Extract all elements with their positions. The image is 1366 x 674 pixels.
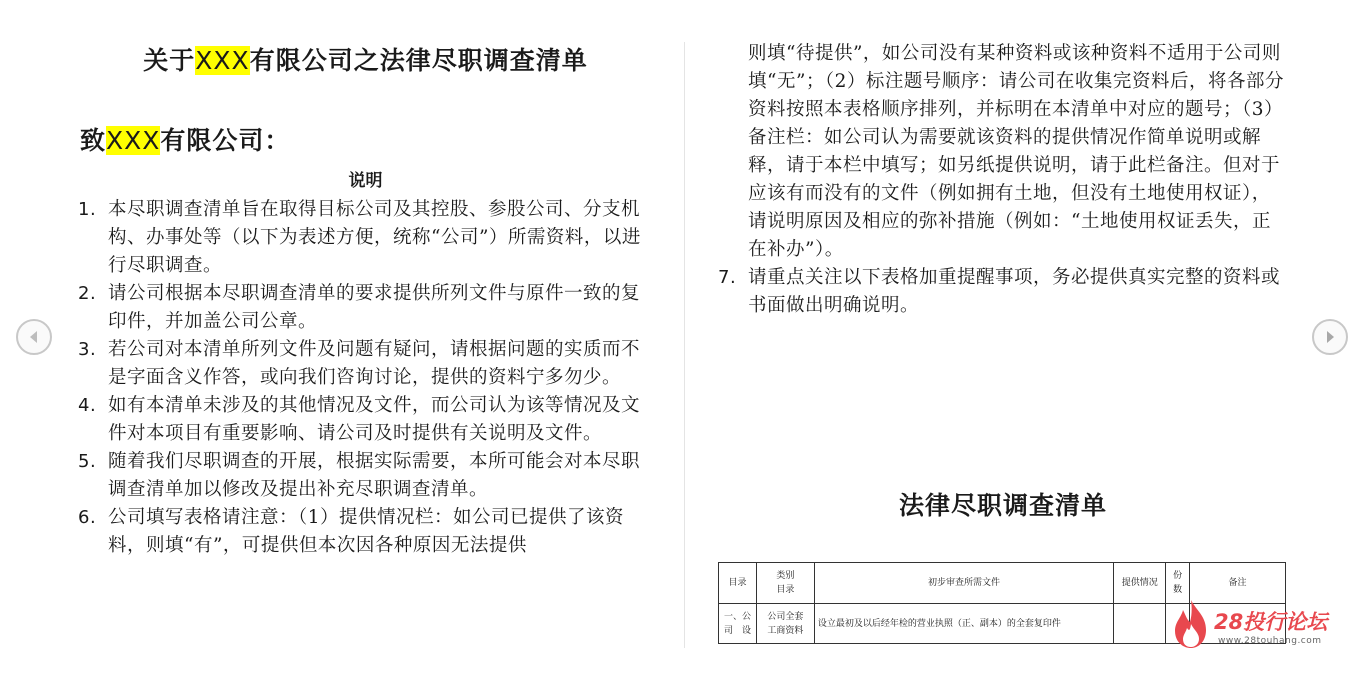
item-text: 若公司对本清单所列文件及问题有疑问，请根据问题的实质而不是字面含义作答，或向我们咨询讨论，提供的资料宁多勿少。 (108, 339, 641, 388)
page-divider (684, 42, 685, 648)
cell-provided[interactable] (1114, 604, 1166, 644)
item-text: 公司填写表格请注意：（1）提供情况栏：如公司已提供了该资料，则填“有”，可提供但本次因各种原因无法提供 (108, 507, 625, 556)
watermark-brand: 28投行论坛 (1214, 610, 1328, 634)
salutation-placeholder-highlight: XXX (106, 126, 161, 155)
list-item (718, 264, 1288, 320)
watermark-logo (1170, 598, 1350, 650)
item-text: 请重点关注以下表格加重提醒事项，务必提供真实完整的资料或书面做出明确说明。 (748, 267, 1281, 316)
list-item (78, 336, 653, 392)
header-provided: 提供情况 (1114, 563, 1166, 604)
cell-subcategory-line2: 工商资料 (767, 625, 804, 636)
list-item (78, 196, 653, 280)
header-documents: 初步审查所需文件 (814, 563, 1113, 604)
item-number: 2. (78, 283, 97, 304)
cell-subcategory (756, 604, 814, 644)
instruction-list (78, 196, 653, 560)
header-count-line1: 份 (1173, 571, 1183, 581)
header-category-line1: 类别 (776, 571, 795, 581)
item-number: 6. (78, 507, 97, 528)
document-title (78, 40, 653, 82)
prev-page-button[interactable] (16, 319, 52, 355)
item-number: 5. (78, 451, 97, 472)
cell-category (719, 604, 757, 644)
list-item (78, 392, 653, 448)
cell-document: 设立最初及以后经年检的营业执照（正、副本）的全套复印件 (814, 604, 1113, 644)
item-text: 请公司根据本尽职调查清单的要求提供所列文件与原件一致的复印件，并加盖公司公章。 (108, 283, 641, 332)
cell-category-line2: 司 设 (723, 625, 751, 636)
item-number: 3. (78, 339, 97, 360)
list-item (78, 280, 653, 336)
title-suffix: 有限公司之法律尽职调查清单 (249, 46, 588, 75)
flame-icon (1170, 598, 1212, 650)
section-heading: 说明 (348, 171, 383, 191)
item-number: 4. (78, 395, 97, 416)
watermark-url: www.28touhang.com (1218, 636, 1322, 646)
title-placeholder-highlight: XXX (195, 46, 250, 75)
cell-category-line1: 一、公 (723, 611, 751, 622)
header-category-line2: 目录 (776, 585, 795, 595)
salutation (80, 120, 653, 162)
salutation-prefix: 致 (80, 126, 107, 155)
next-page-button[interactable] (1312, 319, 1348, 355)
item-number: 7. (718, 267, 737, 288)
item-text: 如有本清单未涉及的其他情况及文件，而公司认为该等情况及文件对本项目有重要影响、请公司及时提供有关说明及文件。 (108, 395, 641, 444)
header-remarks: 备注 (1190, 563, 1286, 604)
item-text: 本尽职调查清单旨在取得目标公司及其控股、参股公司、分支机构、办事处等（以下为表述方便，统称“公司”）所需资料，以进行尽职调查。 (108, 199, 641, 276)
item6-continuation: 则填“待提供”，如公司没有某种资料或该种资料不适用于公司则填“无”；（2）标注题号顺序：请公司在收集完资料后，将各部分资料按照本表格顺序排列，并标明在本清单中对应的题号；（3）备注栏：如公司认为需要就该资料的提供情况作简单说明或解释，请于本栏中填写；如另纸提供说明，请于此栏备注。但对于应该有而没有的文件（例如拥有土地，但没有土地使用权证），请说明原因及相应的弥补措施（例如：“土地使用权证丢失，正在补办”）。 (748, 43, 1284, 260)
title-prefix: 关于 (143, 46, 196, 75)
header-category (756, 563, 814, 604)
cell-subcategory-line1: 公司全套 (767, 611, 804, 622)
item-text: 随着我们尽职调查的开展，根据实际需要，本所可能会对本尽职调查清单加以修改及提出补充尽职调查清单。 (108, 451, 641, 500)
item-number: 1. (78, 199, 97, 220)
chevron-left-icon (25, 328, 43, 346)
list-item (78, 504, 653, 560)
header-count-line2: 数 (1173, 585, 1183, 595)
right-page (718, 40, 1288, 320)
left-page (78, 40, 653, 560)
chevron-right-icon (1321, 328, 1339, 346)
header-catalog: 目录 (719, 563, 757, 604)
salutation-suffix: 有限公司： (160, 126, 291, 155)
list-item (78, 448, 653, 504)
list-title: 法律尽职调查清单 (898, 491, 1107, 520)
